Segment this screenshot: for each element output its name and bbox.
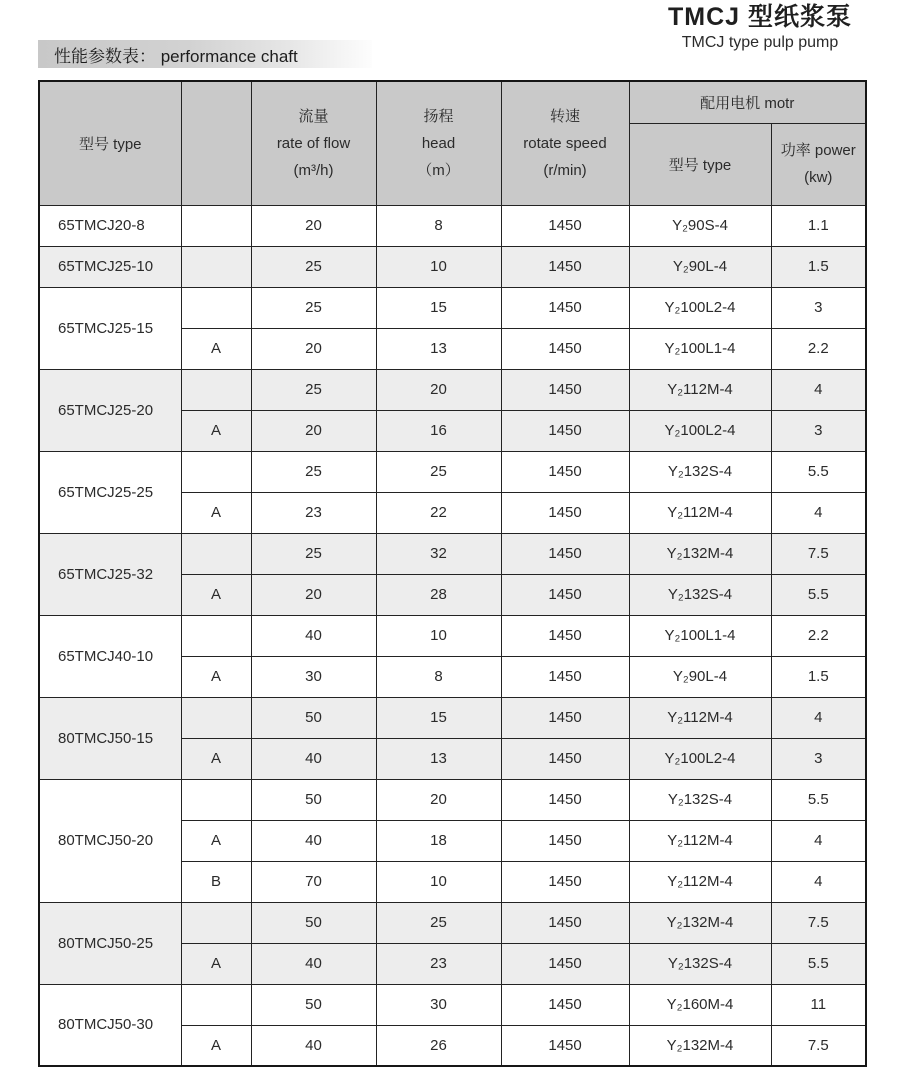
pump-model-cell: 65TMCJ25-15 [39,287,181,369]
speed-cell: 1450 [501,328,629,369]
power-cell: 4 [771,492,866,533]
header-model: 型号 type [39,81,181,205]
flow-cell: 25 [251,451,376,492]
power-cell: 5.5 [771,779,866,820]
variant-cell [181,779,251,820]
table-row [39,451,866,492]
power-cell: 4 [771,369,866,410]
table-body [39,205,866,1066]
variant-cell [181,287,251,328]
motor-type-cell: Y₂132M-4 [629,533,771,574]
flow-cell: 20 [251,574,376,615]
motor-type-cell: Y₂132S-4 [629,451,771,492]
flow-cell: 70 [251,861,376,902]
performance-table [38,80,867,1067]
variant-cell [181,984,251,1025]
flow-cell: 23 [251,492,376,533]
flow-cell: 40 [251,615,376,656]
power-cell: 1.5 [771,246,866,287]
flow-cell: 50 [251,697,376,738]
head-cell: 25 [376,902,501,943]
table-row [39,246,866,287]
motor-type-cell: Y₂90S-4 [629,205,771,246]
speed-cell: 1450 [501,697,629,738]
head-cell: 15 [376,697,501,738]
speed-cell: 1450 [501,656,629,697]
flow-cell: 20 [251,328,376,369]
header-head-unit: （m） [417,161,460,179]
pump-model-cell: 80TMCJ50-25 [39,902,181,984]
variant-cell [181,697,251,738]
flow-cell: 20 [251,205,376,246]
head-cell: 25 [376,451,501,492]
variant-cell: A [181,410,251,451]
power-cell: 5.5 [771,574,866,615]
flow-cell: 40 [251,738,376,779]
speed-cell: 1450 [501,902,629,943]
head-cell: 30 [376,984,501,1025]
variant-cell: A [181,1025,251,1066]
motor-type-cell: Y₂100L1-4 [629,328,771,369]
motor-type-cell: Y₂112M-4 [629,492,771,533]
motor-type-cell: Y₂112M-4 [629,369,771,410]
page-title: TMCJ 型纸浆泵 [667,3,852,31]
motor-type-cell: Y₂90L-4 [629,656,771,697]
header-flow-en: rate of flow [276,134,351,152]
flow-cell: 40 [251,820,376,861]
head-cell: 23 [376,943,501,984]
speed-cell: 1450 [501,615,629,656]
section-header-bar [38,40,372,68]
speed-cell: 1450 [501,574,629,615]
head-cell: 22 [376,492,501,533]
head-cell: 26 [376,1025,501,1066]
table-row [39,697,866,738]
flow-cell: 40 [251,1025,376,1066]
header-head-cn: 扬程 [423,107,454,125]
header-motor-group: 配用电机 motr [629,81,866,123]
speed-cell: 1450 [501,287,629,328]
head-cell: 8 [376,656,501,697]
motor-type-cell: Y₂132S-4 [629,943,771,984]
speed-cell: 1450 [501,738,629,779]
power-cell: 2.2 [771,615,866,656]
head-cell: 16 [376,410,501,451]
power-cell: 7.5 [771,1025,866,1066]
variant-cell: A [181,738,251,779]
motor-type-cell: Y₂132M-4 [629,902,771,943]
motor-type-cell: Y₂112M-4 [629,861,771,902]
table-row [39,205,866,246]
pump-model-cell: 65TMCJ25-25 [39,451,181,533]
speed-cell: 1450 [501,779,629,820]
header-variant [181,81,251,205]
header-head [376,81,501,205]
flow-cell: 20 [251,410,376,451]
table-row [39,984,866,1025]
pump-model-cell: 65TMCJ25-10 [39,246,181,287]
flow-cell: 50 [251,902,376,943]
speed-cell: 1450 [501,943,629,984]
variant-cell: A [181,574,251,615]
flow-cell: 25 [251,246,376,287]
head-cell: 32 [376,533,501,574]
flow-cell: 50 [251,779,376,820]
head-cell: 8 [376,205,501,246]
power-cell: 3 [771,410,866,451]
motor-type-cell: Y₂100L2-4 [629,738,771,779]
page-subtitle: TMCJ type pulp pump [681,34,839,51]
table-row [39,902,866,943]
header-flow-unit: (m³/h) [293,161,334,179]
power-cell: 1.5 [771,656,866,697]
variant-cell: A [181,492,251,533]
header-power-unit: (kw) [804,169,833,186]
variant-cell [181,369,251,410]
pump-model-cell: 80TMCJ50-30 [39,984,181,1066]
head-cell: 15 [376,287,501,328]
power-cell: 1.1 [771,205,866,246]
header-motor-type: 型号 type [629,123,771,205]
power-cell: 7.5 [771,902,866,943]
header-flow-cn: 流量 [298,107,329,125]
speed-cell: 1450 [501,533,629,574]
header-flow [251,81,376,205]
power-cell: 11 [771,984,866,1025]
power-cell: 5.5 [771,943,866,984]
motor-type-cell: Y₂100L2-4 [629,287,771,328]
table-row [39,533,866,574]
motor-type-cell: Y₂100L1-4 [629,615,771,656]
head-cell: 18 [376,820,501,861]
head-cell: 20 [376,779,501,820]
flow-cell: 30 [251,656,376,697]
variant-cell [181,451,251,492]
section-header-label: 性能参数表： performance chaft [54,46,298,66]
header-head-en: head [421,134,456,152]
header-speed-unit: (r/min) [543,161,587,179]
variant-cell: A [181,820,251,861]
variant-cell: A [181,656,251,697]
table-row [39,779,866,820]
head-cell: 10 [376,861,501,902]
power-cell: 3 [771,738,866,779]
power-cell: 4 [771,861,866,902]
speed-cell: 1450 [501,369,629,410]
motor-type-cell: Y₂132S-4 [629,574,771,615]
variant-cell [181,533,251,574]
motor-type-cell: Y₂100L2-4 [629,410,771,451]
head-cell: 13 [376,328,501,369]
speed-cell: 1450 [501,820,629,861]
flow-cell: 25 [251,369,376,410]
page-title-block [668,2,852,53]
head-cell: 28 [376,574,501,615]
pump-model-cell: 80TMCJ50-15 [39,697,181,779]
motor-type-cell: Y₂132S-4 [629,779,771,820]
flow-cell: 25 [251,287,376,328]
power-cell: 4 [771,697,866,738]
speed-cell: 1450 [501,205,629,246]
head-cell: 20 [376,369,501,410]
pump-model-cell: 65TMCJ40-10 [39,615,181,697]
variant-cell: B [181,861,251,902]
variant-cell: A [181,328,251,369]
flow-cell: 50 [251,984,376,1025]
pump-model-cell: 65TMCJ25-20 [39,369,181,451]
motor-type-cell: Y₂132M-4 [629,1025,771,1066]
speed-cell: 1450 [501,246,629,287]
motor-type-cell: Y₂90L-4 [629,246,771,287]
power-cell: 3 [771,287,866,328]
motor-type-cell: Y₂160M-4 [629,984,771,1025]
head-cell: 10 [376,615,501,656]
motor-type-cell: Y₂112M-4 [629,820,771,861]
variant-cell [181,246,251,287]
pump-model-cell: 65TMCJ25-32 [39,533,181,615]
head-cell: 13 [376,738,501,779]
power-cell: 2.2 [771,328,866,369]
speed-cell: 1450 [501,410,629,451]
table-header [39,81,866,205]
table-row [39,287,866,328]
pump-model-cell: 65TMCJ20-8 [39,205,181,246]
header-speed [501,81,629,205]
pump-model-cell: 80TMCJ50-20 [39,779,181,902]
header-power [771,123,866,205]
flow-cell: 25 [251,533,376,574]
table-row [39,615,866,656]
table-row [39,369,866,410]
header-speed-cn: 转速 [549,107,580,125]
flow-cell: 40 [251,943,376,984]
speed-cell: 1450 [501,492,629,533]
speed-cell: 1450 [501,984,629,1025]
power-cell: 7.5 [771,533,866,574]
speed-cell: 1450 [501,861,629,902]
variant-cell: A [181,943,251,984]
speed-cell: 1450 [501,451,629,492]
speed-cell: 1450 [501,1025,629,1066]
motor-type-cell: Y₂112M-4 [629,697,771,738]
power-cell: 4 [771,820,866,861]
head-cell: 10 [376,246,501,287]
variant-cell [181,902,251,943]
header-power-cn: 功率 power [780,142,856,159]
variant-cell [181,615,251,656]
variant-cell [181,205,251,246]
power-cell: 5.5 [771,451,866,492]
header-speed-en: rotate speed [523,134,607,152]
